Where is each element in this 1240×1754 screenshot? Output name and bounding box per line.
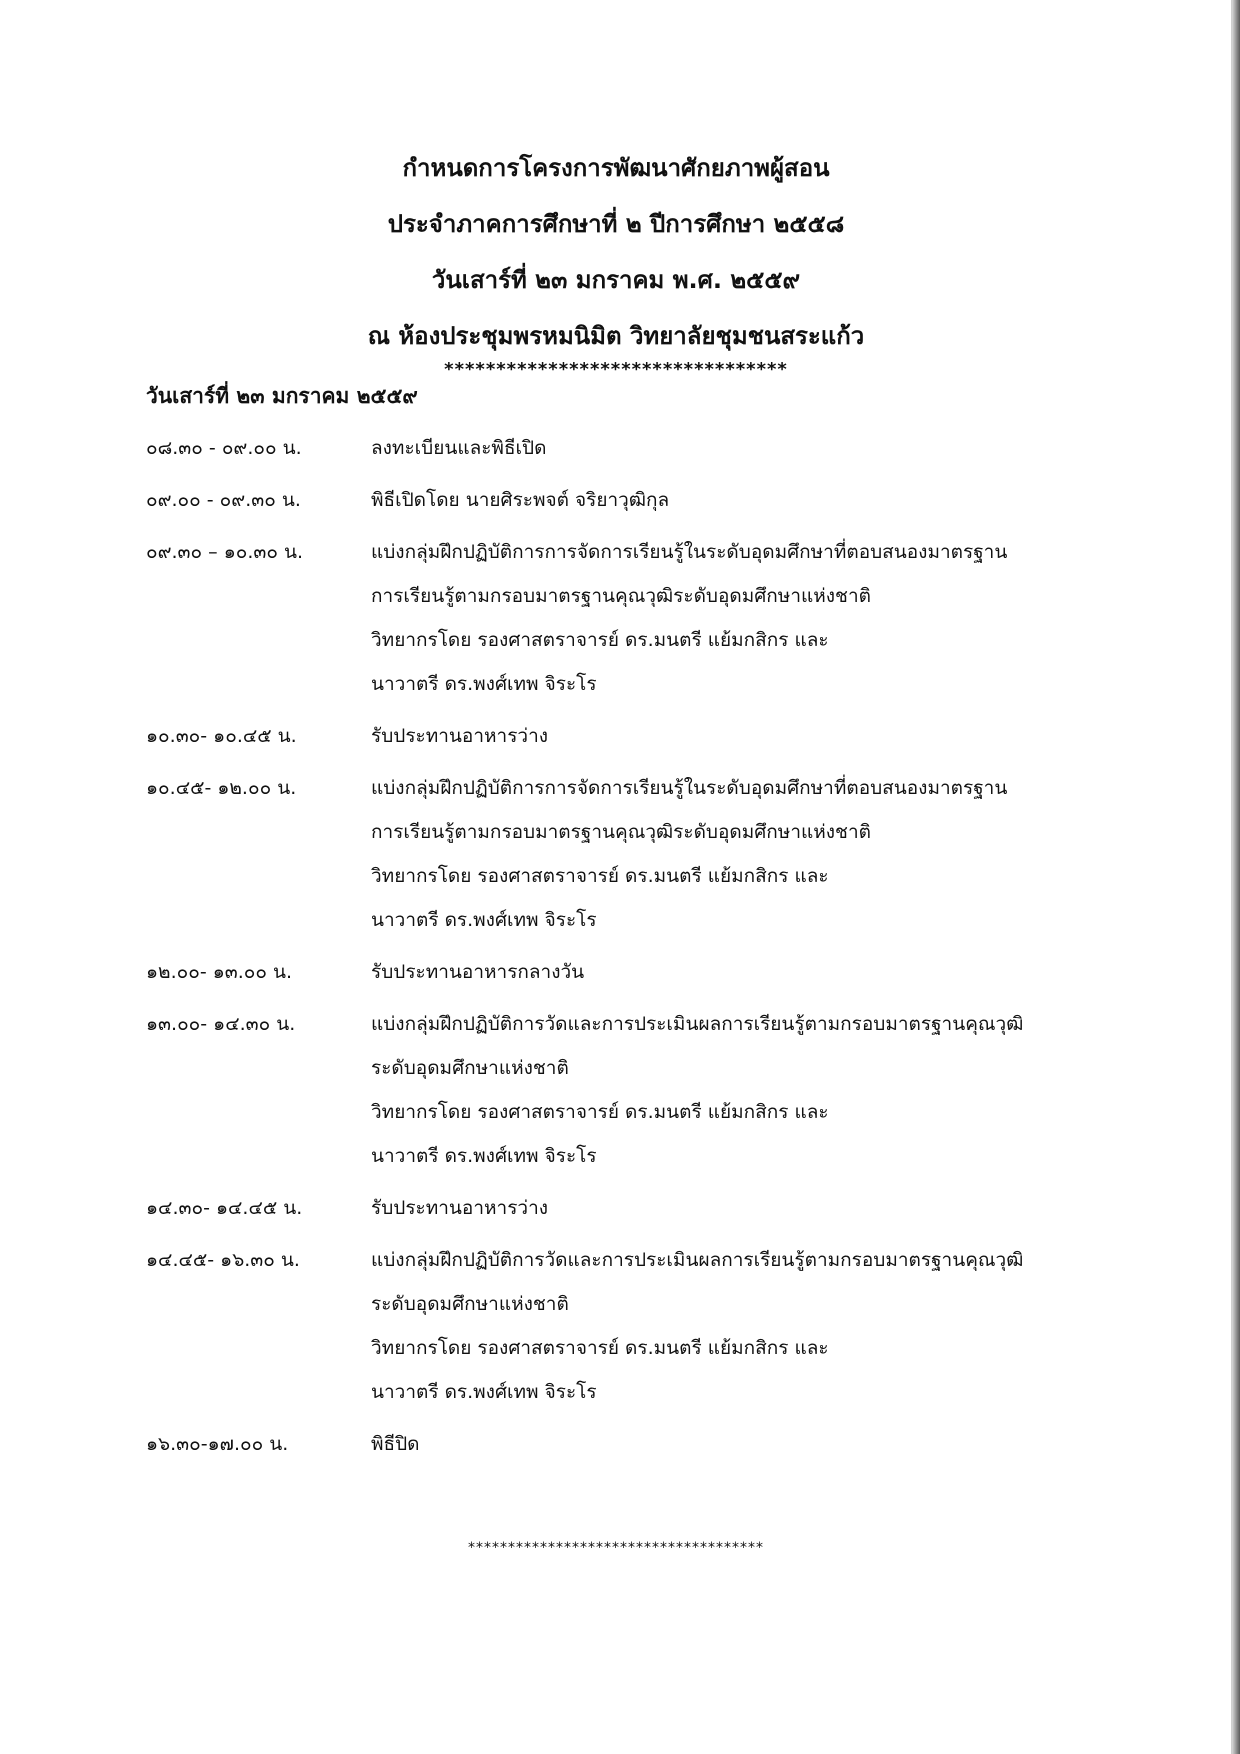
schedule-time: ๑๐.๓๐- ๑๐.๔๕ น. xyxy=(146,725,297,747)
schedule-detail-line: แบ่งกลุ่มฝึกปฏิบัติการการจัดการเรียนรู้ในระดับอุดมศึกษาที่ตอบสนองมาตรฐาน xyxy=(371,777,1008,799)
document-header xyxy=(0,140,1232,382)
schedule-detail-line: แบ่งกลุ่มฝึกปฏิบัติการการจัดการเรียนรู้ในระดับอุดมศึกษาที่ตอบสนองมาตรฐาน xyxy=(371,541,1008,563)
schedule-details xyxy=(371,1002,1106,1178)
schedule-detail-line: รับประทานอาหารว่าง xyxy=(371,1197,549,1219)
schedule-details xyxy=(371,1422,1106,1466)
schedule-detail-line: รับประทานอาหารว่าง xyxy=(371,725,549,747)
schedule-detail-line: รับประทานอาหารกลางวัน xyxy=(371,961,585,983)
header-title: กำหนดการโครงการพัฒนาศักยภาพผู้สอน xyxy=(402,154,830,182)
schedule-details xyxy=(371,714,1106,758)
footer-divider-stars: ************************************* xyxy=(468,1540,764,1556)
schedule-detail-line: ระดับอุดมศึกษาแห่งชาติ xyxy=(371,1057,569,1079)
schedule-details xyxy=(371,1238,1106,1414)
schedule-row xyxy=(146,1238,1106,1414)
schedule-detail-line: นาวาตรี ดร.พงศ์เทพ จิระโร xyxy=(371,1145,597,1167)
schedule-row xyxy=(146,1002,1106,1178)
schedule-detail-line: วิทยากรโดย รองศาสตราจารย์ ดร.มนตรี แย้มกสิกร และ xyxy=(371,865,829,887)
schedule-detail-line: พิธีเปิดโดย นายศิระพจต์ จริยาวุฒิกุล xyxy=(371,489,670,511)
page-edge-shadow xyxy=(1232,0,1240,1754)
schedule-details xyxy=(371,426,1106,470)
schedule-details xyxy=(371,1186,1106,1230)
schedule-detail-line: การเรียนรู้ตามกรอบมาตรฐานคุณวุฒิระดับอุดมศึกษาแห่งชาติ xyxy=(371,821,871,843)
schedule-time: ๑๐.๔๕- ๑๒.๐๐ น. xyxy=(146,777,297,799)
schedule-row xyxy=(146,950,1106,994)
schedule-detail-line: วิทยากรโดย รองศาสตราจารย์ ดร.มนตรี แย้มกสิกร และ xyxy=(371,629,829,651)
schedule-detail-line: นาวาตรี ดร.พงศ์เทพ จิระโร xyxy=(371,673,597,695)
schedule-details xyxy=(371,766,1106,942)
header-date: วันเสาร์ที่ ๒๓ มกราคม พ.ศ. ๒๕๕๙ xyxy=(431,266,801,294)
schedule-detail-line: นาวาตรี ดร.พงศ์เทพ จิระโร xyxy=(371,1381,597,1403)
schedule-time: ๑๖.๓๐-๑๗.๐๐ น. xyxy=(146,1433,289,1455)
header-divider-stars: ********************************* xyxy=(444,359,788,380)
schedule-time: ๑๒.๐๐- ๑๓.๐๐ น. xyxy=(146,961,293,983)
schedule-detail-line: วิทยากรโดย รองศาสตราจารย์ ดร.มนตรี แย้มกสิกร และ xyxy=(371,1101,829,1123)
schedule-time: ๑๔.๔๕- ๑๖.๓๐ น. xyxy=(146,1249,300,1271)
header-semester: ประจำภาคการศึกษาที่ ๒ ปีการศึกษา ๒๕๕๘ xyxy=(387,210,845,238)
schedule-detail-line: ลงทะเบียนและพิธีเปิด xyxy=(371,437,547,459)
schedule-details xyxy=(371,530,1106,706)
schedule-row xyxy=(146,478,1106,522)
schedule-time: ๐๙.๐๐ - ๐๙.๓๐ น. xyxy=(146,489,301,511)
schedule-time: ๑๓.๐๐- ๑๔.๓๐ น. xyxy=(146,1013,296,1035)
schedule-row xyxy=(146,530,1106,706)
schedule-detail-line: แบ่งกลุ่มฝึกปฏิบัติการวัดและการประเมินผลการเรียนรู้ตามกรอบมาตรฐานคุณวุฒิ xyxy=(371,1249,1024,1271)
schedule-date-heading: วันเสาร์ที่ ๒๓ มกราคม ๒๕๕๙ xyxy=(146,384,418,408)
header-venue: ณ ห้องประชุมพรหมนิมิต วิทยาลัยชุมชนสระแก้ว xyxy=(367,322,865,350)
schedule-row xyxy=(146,1186,1106,1230)
schedule-details xyxy=(371,478,1106,522)
schedule-detail-line: นาวาตรี ดร.พงศ์เทพ จิระโร xyxy=(371,909,597,931)
schedule-detail-line: วิทยากรโดย รองศาสตราจารย์ ดร.มนตรี แย้มกสิกร และ xyxy=(371,1337,829,1359)
schedule-row xyxy=(146,714,1106,758)
schedule-details xyxy=(371,950,1106,994)
schedule-list xyxy=(146,426,1106,1474)
schedule-row xyxy=(146,1422,1106,1466)
schedule-time: ๑๔.๓๐- ๑๔.๔๕ น. xyxy=(146,1197,303,1219)
schedule-row xyxy=(146,766,1106,942)
schedule-time: ๐๙.๓๐ – ๑๐.๓๐ น. xyxy=(146,541,304,563)
schedule-detail-line: ระดับอุดมศึกษาแห่งชาติ xyxy=(371,1293,569,1315)
schedule-time: ๐๘.๓๐ - ๐๙.๐๐ น. xyxy=(146,437,302,459)
schedule-row xyxy=(146,426,1106,470)
schedule-detail-line: แบ่งกลุ่มฝึกปฏิบัติการวัดและการประเมินผลการเรียนรู้ตามกรอบมาตรฐานคุณวุฒิ xyxy=(371,1013,1024,1035)
schedule-detail-line: พิธีปิด xyxy=(371,1433,420,1455)
schedule-detail-line: การเรียนรู้ตามกรอบมาตรฐานคุณวุฒิระดับอุดมศึกษาแห่งชาติ xyxy=(371,585,871,607)
